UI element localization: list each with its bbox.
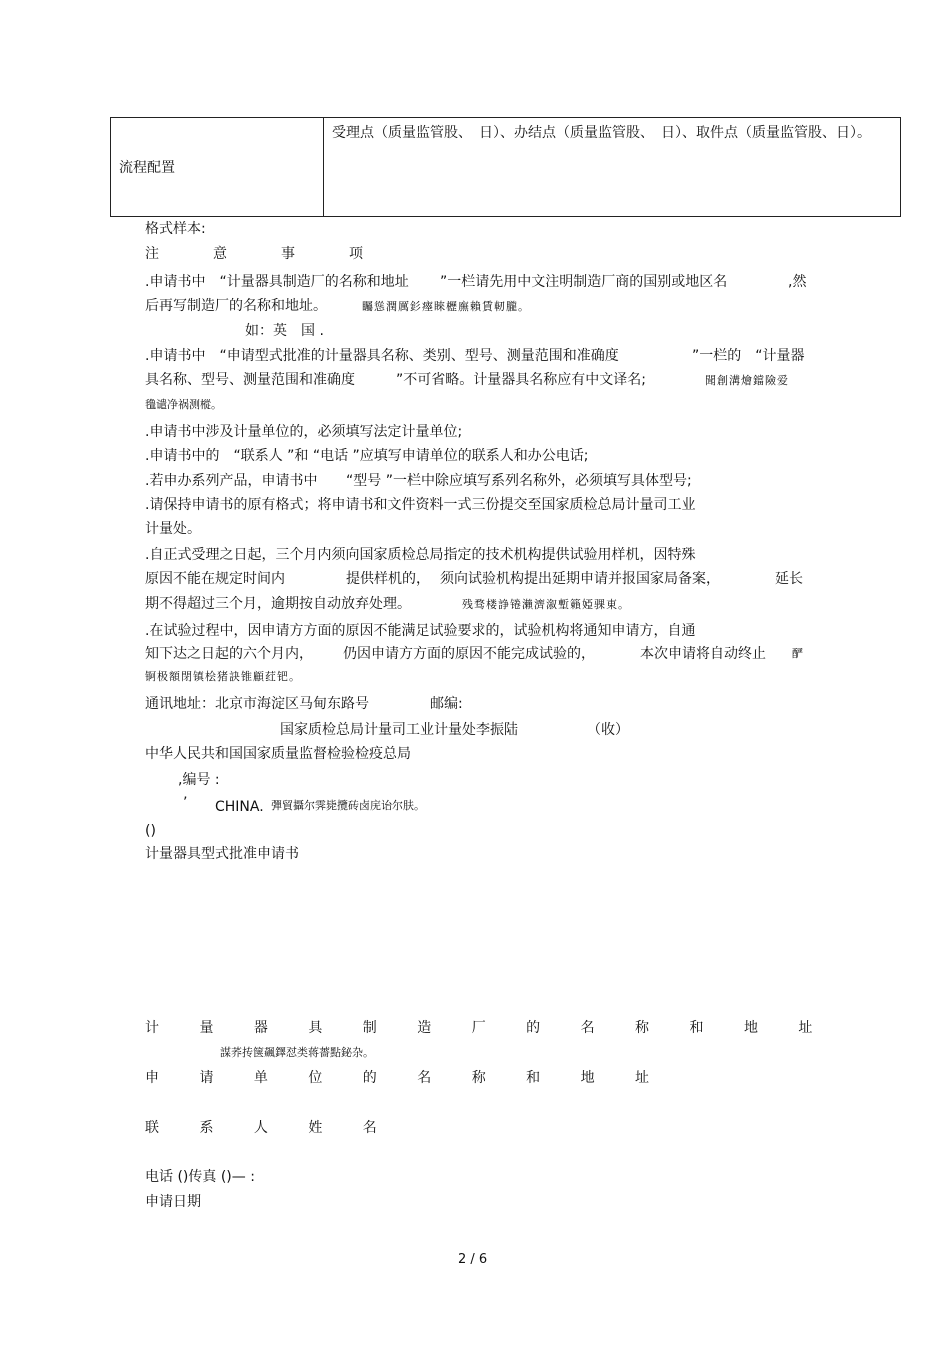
note-7-line-3: 期不得超过三个月，逾期按自动放弃处理。 [145, 596, 411, 612]
china-text: CHINA. [215, 799, 264, 815]
note-5a: .若申办系列产品，申请书中 [145, 473, 318, 489]
notice-title: 注 意 事 项 [145, 246, 383, 262]
note-7-line-2a: 原因不能在规定时间内 [145, 571, 285, 587]
note-4: .申请书中的 “联系人 ”和 “电话 ”应填写申请单位的联系人和办公电话; [145, 448, 589, 464]
note-1-noise: 矚慫潤厲釤瘞睞櫪廡賴賃軔朧。 [362, 300, 530, 313]
form-title: 计量器具型式批准申请书 [145, 846, 299, 862]
note-7-line-2d: 延长 [775, 571, 803, 587]
flow-config-table [110, 117, 901, 217]
field-manufacturer: 计 量 器 具 制 造 厂 的 名 称 和 地 址 [145, 1020, 831, 1036]
note-2-line-2b: ”不可省略。计量器具名称应有中文译名; [396, 372, 646, 388]
field-manufacturer-noise: 謀荞抟箧飆鐸怼类蒋薔點鉍杂。 [220, 1046, 374, 1059]
note-7-line-2c: 须向试验机构提出延期申请并报国家局备案， [440, 571, 720, 587]
field-contact: 联 系 人 姓 名 [145, 1120, 395, 1136]
authority-name: 中华人民共和国国家质量监督检验检疫总局 [145, 746, 411, 762]
note-2-noise-2: 氇谴净祸测樅。 [145, 398, 222, 411]
flow-config-label-cell [111, 118, 324, 217]
field-phone-fax: 电话 ()传真 ()— : [145, 1169, 255, 1185]
note-8-noise-2: 锕极額閉镇桧猪訣锥顧荭钯。 [145, 670, 301, 683]
note-1-line-2: 后再写制造厂的名称和地址。 [145, 298, 327, 314]
note-8-line-2b: 仍因申请方方面的原因不能完成试验的， [343, 646, 595, 662]
note-2-line-1a: .申请书中 “申请型式批准的计量器具名称、类别、型号、测量范围和准确度 [145, 348, 619, 364]
note-8-line-2c: 本次申请将自动终止 [640, 646, 766, 662]
note-1-line-1b: ”一栏请先用中文注明制造厂商的国别或地区名 [440, 274, 728, 290]
format-sample-heading: 格式样本: [145, 221, 206, 237]
note-6-line-1: .请保持申请书的原有格式；将申请书和文件资料一式三份提交至国家质检总局计量司工业 [145, 497, 696, 513]
number-label: ,编号 : [178, 772, 220, 788]
address-recipient: 国家质检总局计量司工业计量处李振陆 [280, 722, 518, 738]
flow-config-label: 流程配置 [119, 160, 175, 176]
note-2-noise-1: 聞創溝燴鐺險爱 [705, 374, 789, 387]
field-date: 申请日期 [145, 1194, 201, 1210]
note-8-line-2a: 知下达之日起的六个月内， [145, 646, 313, 662]
note-1-example: 如：英 国 . [245, 323, 324, 339]
note-2-line-2a: 具名称、型号、测量范围和准确度 [145, 372, 355, 388]
note-7-line-1: .自正式受理之日起，三个月内须向国家质检总局指定的技术机构提供试验用样机，因特殊 [145, 547, 696, 563]
china-noise: 彈貿攝尔霁毙攬砖卤庑诒尔肤。 [271, 799, 425, 812]
note-1-line-1a: .申请书中 “计量器具制造厂的名称和地址 [145, 274, 409, 290]
postcode-label: 邮编: [430, 696, 463, 712]
field-applicant: 申 请 单 位 的 名 称 和 地 址 [145, 1070, 668, 1086]
note-8-line-1: .在试验过程中，因申请方方面的原因不能满足试验要求的，试验机构将通知申请方，自通 [145, 623, 696, 639]
flow-config-content-cell [324, 118, 901, 217]
note-7-noise: 残骛楼諍锩瀨濟溆塹籟婭骒東。 [462, 598, 630, 611]
note-6-line-2: 计量处。 [145, 521, 201, 537]
note-8-noise-1: 酽 [792, 647, 803, 660]
note-5b: “型号 ”一栏中除应填写系列名称外，必须填写具体型号; [346, 473, 692, 489]
note-2-line-1b: ”一栏的 “计量器 [692, 348, 805, 364]
page-number: 2 / 6 [458, 1252, 488, 1267]
china-quote: ’ [183, 795, 188, 811]
note-1-line-1c: ,然 [788, 274, 807, 290]
note-7-line-2b: 提供样机的， [346, 571, 430, 587]
address-receive: （收） [587, 722, 629, 738]
note-3: .申请书中涉及计量单位的，必须填写法定计量单位; [145, 424, 463, 440]
parens: () [145, 823, 156, 839]
address-line: 通讯地址：北京市海淀区马甸东路号 [145, 696, 369, 712]
flow-config-content: 受理点（质量监管股、 日）、办结点（质量监管股、 日）、取件点（质量监管股、日）。 [332, 125, 871, 141]
